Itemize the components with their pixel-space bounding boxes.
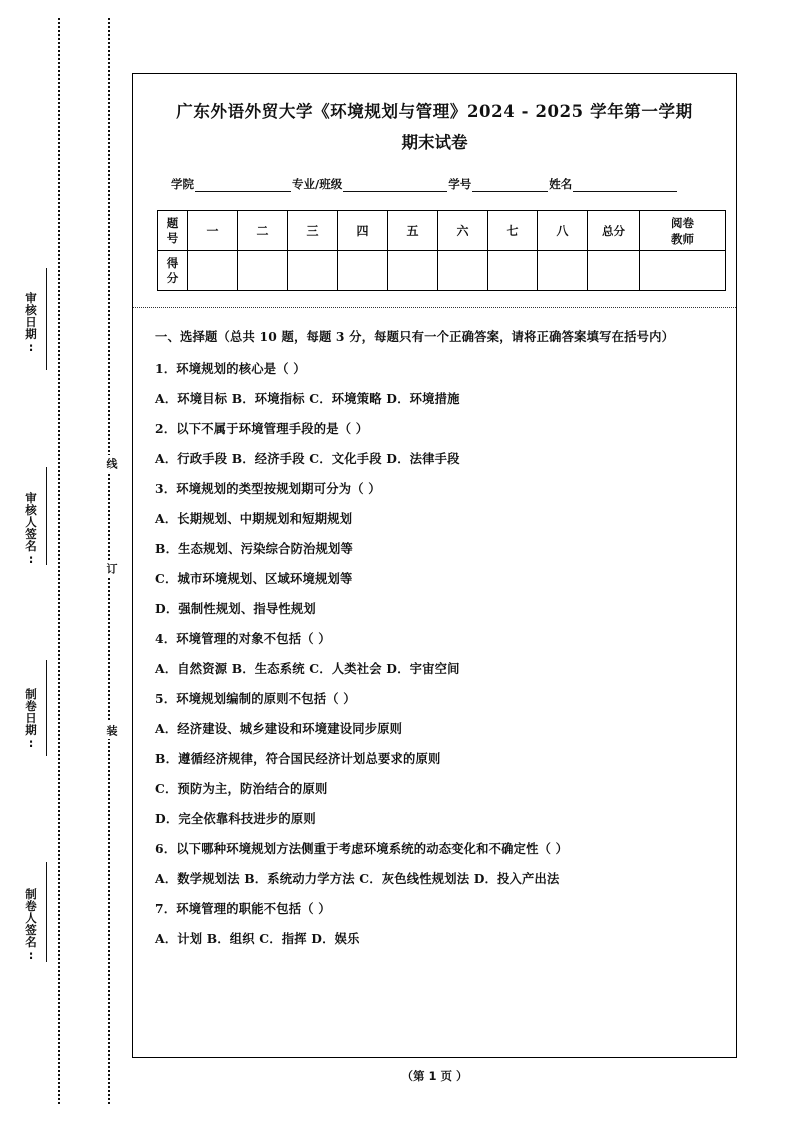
question-option-line[interactable]: A．行政手段 B．经济手段 C．文化手段 D．法律手段	[155, 451, 460, 466]
score-label-char-2: 分	[166, 270, 179, 285]
question-block	[155, 894, 714, 954]
score-table-row-label-question	[158, 211, 188, 251]
question-stem: 4．环境管理的对象不包括（ ）	[155, 631, 331, 646]
score-label-char-1: 得	[166, 255, 179, 270]
question-option-line[interactable]: A．数学规划法 B．系统动力学方法 C．灰色线性规划法 D．投入产出法	[155, 871, 560, 886]
question-option-line[interactable]: D．完全依靠科技进步的原则	[155, 811, 316, 826]
margin-rule-segment-3	[46, 660, 47, 756]
section-divider	[133, 307, 736, 308]
score-cell[interactable]	[338, 251, 388, 291]
question-stem: 2．以下不属于环境管理手段的是（ ）	[155, 421, 369, 436]
margin-label-maker-date: 制卷日期:	[24, 688, 38, 751]
margin-rule-segment-2	[46, 467, 47, 565]
question-stem: 6．以下哪种环境规划方法侧重于考虑环境系统的动态变化和不确定性（ ）	[155, 841, 569, 856]
question-block	[155, 624, 714, 684]
question-block	[155, 414, 714, 474]
question-stem: 3．环境规划的类型按规划期可分为（ ）	[155, 481, 381, 496]
binding-margin	[0, 0, 132, 1122]
question-option-line[interactable]: B．遵循经济规律，符合国民经济计划总要求的原则	[155, 751, 441, 766]
margin-rule-segment-4	[46, 862, 47, 962]
question-number-cell: 六	[438, 211, 488, 251]
grader-label-line2: 教师	[671, 231, 694, 246]
question-block	[155, 354, 714, 414]
name-field[interactable]	[573, 179, 677, 192]
question-option-line[interactable]: C．预防为主，防治结合的原则	[155, 781, 328, 796]
score-cell[interactable]	[238, 251, 288, 291]
row-label-char-2: 号	[166, 230, 179, 245]
college-field[interactable]	[195, 179, 291, 192]
question-option-line[interactable]: D．强制性规划、指导性规划	[155, 601, 316, 616]
score-table-row-label-score	[158, 251, 188, 291]
grader-label-line1: 阅卷	[671, 215, 694, 230]
score-cell[interactable]	[488, 251, 538, 291]
question-option-line[interactable]: A．自然资源 B．生态系统 C．人类社会 D．宇宙空间	[155, 661, 460, 676]
questions-container	[155, 354, 714, 954]
question-number-cell: 五	[388, 211, 438, 251]
seam-char-pack: 装	[99, 722, 119, 739]
question-number-cell: 七	[488, 211, 538, 251]
row-label-char-1: 题	[166, 215, 179, 230]
question-stem: 5．环境规划编制的原则不包括（ ）	[155, 691, 356, 706]
margin-label-review-date: 审核日期:	[24, 292, 38, 355]
exam-paper-frame	[132, 73, 737, 1058]
margin-label-maker-signature: 制卷人签名:	[24, 888, 38, 963]
question-block	[155, 834, 714, 894]
question-block	[155, 684, 714, 834]
major-class-field[interactable]	[343, 179, 447, 192]
score-table	[157, 210, 726, 291]
score-cell[interactable]	[538, 251, 588, 291]
exam-subtitle: 期末试卷	[401, 133, 468, 152]
score-cell[interactable]	[438, 251, 488, 291]
margin-label-reviewer-signature: 审核人签名:	[24, 492, 38, 567]
college-label: 学院	[171, 177, 194, 191]
major-class-label: 专业/班级	[292, 177, 343, 191]
seam-char-line: 线	[99, 455, 119, 472]
student-id-label: 学号	[448, 177, 472, 191]
question-number-cell: 一	[188, 211, 238, 251]
question-option-line[interactable]: B．生态规划、污染综合防治规划等	[155, 541, 354, 556]
question-option-line[interactable]: A．环境目标 B．环境指标 C．环境策略 D．环境措施	[155, 391, 460, 406]
table-row-question-numbers	[158, 211, 726, 251]
grader-teacher-label	[640, 211, 726, 251]
question-option-line[interactable]: A．计划 B．组织 C．指挥 D．娱乐	[155, 931, 360, 946]
student-info-row	[171, 176, 706, 192]
exam-title: 广东外语外贸大学《环境规划与管理》2024 - 2025 学年第一学期	[176, 102, 693, 121]
question-stem: 1．环境规划的核心是（ ）	[155, 361, 306, 376]
question-number-cell: 八	[538, 211, 588, 251]
score-cell[interactable]	[288, 251, 338, 291]
table-row-scores	[158, 251, 726, 291]
total-score-label: 总分	[588, 211, 640, 251]
question-number-cell: 二	[238, 211, 288, 251]
question-stem: 7．环境管理的职能不包括（ ）	[155, 901, 331, 916]
question-option-line[interactable]: A．长期规划、中期规划和短期规划	[155, 511, 353, 526]
question-option-line[interactable]: C．城市环境规划、区域环境规划等	[155, 571, 353, 586]
question-number-cell: 三	[288, 211, 338, 251]
seam-char-bind: 订	[99, 560, 119, 577]
score-cell[interactable]	[188, 251, 238, 291]
question-body	[155, 322, 714, 954]
question-number-cell: 四	[338, 211, 388, 251]
margin-rule-segment-1	[46, 268, 47, 370]
question-option-line[interactable]: A．经济建设、城乡建设和环境建设同步原则	[155, 721, 403, 736]
grader-teacher-cell[interactable]	[640, 251, 726, 291]
section-heading: 一、选择题（总共 10 题，每题 3 分，每题只有一个正确答案，请将正确答案填写在括号内）	[155, 329, 675, 344]
question-block	[155, 474, 714, 624]
score-cell[interactable]	[388, 251, 438, 291]
total-score-cell[interactable]	[588, 251, 640, 291]
page-footer: （第 1 页 ）	[401, 1069, 468, 1083]
name-label: 姓名	[549, 177, 573, 191]
binding-dotted-line-outer	[58, 18, 60, 1104]
student-id-field[interactable]	[472, 179, 548, 192]
